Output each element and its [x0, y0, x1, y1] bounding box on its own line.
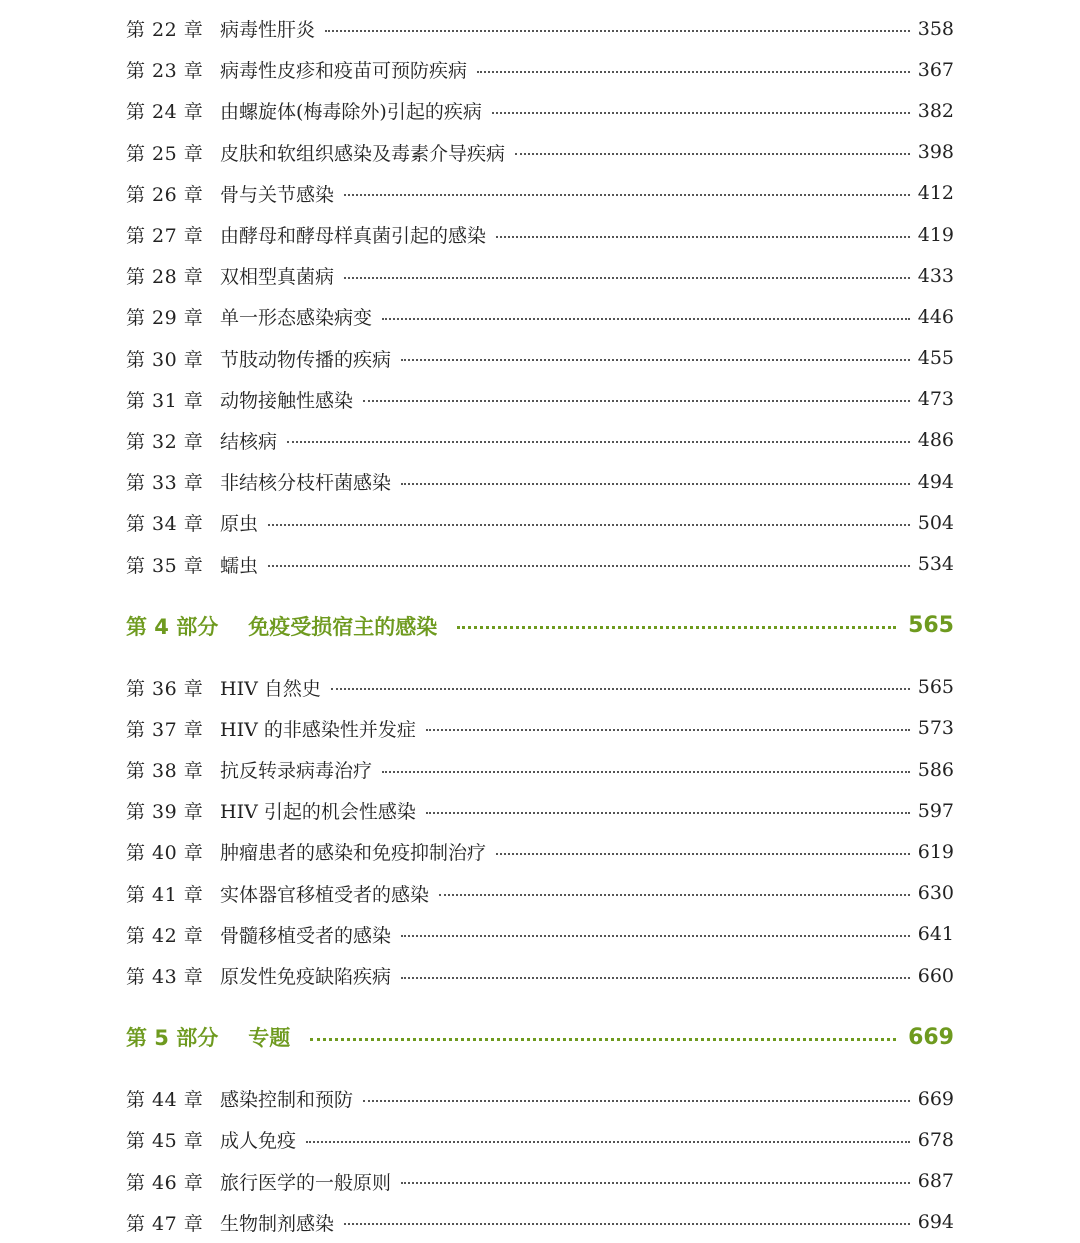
page-number: 641 — [917, 923, 954, 946]
chapter-title: 节肢动物传播的疾病 — [220, 348, 392, 371]
page-number: 586 — [917, 758, 954, 781]
dot-leader — [268, 565, 910, 567]
dot-leader — [382, 318, 910, 320]
chapter-number: 第 36 章 — [126, 677, 204, 700]
chapter-title: 旅行医学的一般原则 — [220, 1171, 392, 1194]
page-number: 504 — [917, 511, 954, 534]
page-number: 630 — [917, 882, 954, 905]
chapter-entry[interactable] — [126, 955, 954, 996]
chapter-number: 第 47 章 — [126, 1212, 204, 1235]
page-number: 455 — [917, 347, 954, 370]
chapter-title: 结核病 — [220, 430, 278, 453]
chapter-title: 病毒性皮疹和疫苗可预防疾病 — [220, 60, 468, 83]
chapter-entry[interactable] — [126, 173, 954, 214]
page-number: 669 — [908, 1024, 954, 1050]
page-number: 678 — [917, 1128, 954, 1151]
chapter-title: 单一形态感染病变 — [220, 307, 373, 330]
chapter-entry[interactable] — [126, 214, 954, 255]
chapter-number: 第 25 章 — [126, 142, 204, 165]
chapter-title: 原虫 — [220, 513, 259, 536]
chapter-number: 第 23 章 — [126, 60, 204, 83]
page-number: 486 — [917, 429, 954, 452]
page-number: 565 — [917, 676, 954, 699]
dot-leader — [287, 441, 910, 443]
chapter-entry[interactable] — [126, 379, 954, 420]
page-number: 412 — [917, 182, 954, 205]
page-number: 669 — [917, 1087, 954, 1110]
chapter-number: 第 24 章 — [126, 101, 204, 124]
chapter-entry[interactable] — [126, 1078, 954, 1119]
chapter-entry[interactable] — [126, 420, 954, 461]
chapter-title: 原发性免疫缺陷疾病 — [220, 966, 392, 989]
page-number: 473 — [917, 388, 954, 411]
chapter-number: 第 32 章 — [126, 430, 204, 453]
dot-leader — [310, 1038, 896, 1041]
chapter-entry[interactable] — [126, 49, 954, 90]
chapter-title: HIV 引起的机会性感染 — [220, 801, 416, 824]
chapter-entry[interactable] — [126, 461, 954, 502]
chapter-title: HIV 自然史 — [220, 677, 321, 700]
dot-leader — [268, 524, 910, 526]
page-number: 419 — [917, 223, 954, 246]
chapter-title: 感染控制和预防 — [220, 1089, 354, 1112]
chapter-number: 第 31 章 — [126, 389, 204, 412]
dot-leader — [401, 1182, 910, 1184]
dot-leader — [344, 277, 910, 279]
chapter-title: 骨与关节感染 — [220, 183, 335, 206]
dot-leader — [325, 30, 910, 32]
chapter-entry[interactable] — [126, 132, 954, 173]
chapter-title: 实体器官移植受者的感染 — [220, 883, 430, 906]
dot-leader — [426, 729, 910, 731]
chapter-number: 第 34 章 — [126, 513, 204, 536]
dot-leader — [401, 935, 910, 937]
chapter-entry[interactable] — [126, 8, 954, 49]
chapter-entry[interactable] — [126, 90, 954, 131]
chapter-number: 第 43 章 — [126, 966, 204, 989]
chapter-number: 第 44 章 — [126, 1089, 204, 1112]
chapter-entry[interactable] — [126, 708, 954, 749]
page-number: 687 — [917, 1170, 954, 1193]
page-number: 534 — [917, 553, 954, 576]
dot-leader — [382, 771, 910, 773]
chapter-number: 第 28 章 — [126, 266, 204, 289]
chapter-number: 第 22 章 — [126, 19, 204, 42]
chapter-entry[interactable] — [126, 1119, 954, 1160]
page-number: 433 — [917, 264, 954, 287]
part-number: 第 5 部分 — [126, 1026, 219, 1051]
chapter-title: 生物制剂感染 — [220, 1212, 335, 1235]
dot-leader — [477, 71, 910, 73]
dot-leader — [439, 894, 910, 896]
table-of-contents — [126, 8, 954, 1243]
chapter-title: 双相型真菌病 — [220, 266, 335, 289]
chapter-entry[interactable] — [126, 296, 954, 337]
chapter-title: 肿瘤患者的感染和免疫抑制治疗 — [220, 842, 487, 865]
chapter-entry[interactable] — [126, 831, 954, 872]
chapter-title: 皮肤和软组织感染及毒素介导疾病 — [220, 142, 506, 165]
chapter-number: 第 37 章 — [126, 718, 204, 741]
chapter-number: 第 46 章 — [126, 1171, 204, 1194]
chapter-number: 第 26 章 — [126, 183, 204, 206]
page-number: 398 — [917, 141, 954, 164]
chapter-title: 非结核分枝杆菌感染 — [220, 472, 392, 495]
chapter-title: 由酵母和酵母样真菌引起的感染 — [220, 225, 487, 248]
chapter-entry[interactable] — [126, 1161, 954, 1202]
chapter-number: 第 42 章 — [126, 924, 204, 947]
part-heading[interactable] — [126, 591, 954, 661]
dot-leader — [401, 483, 910, 485]
dot-leader — [306, 1141, 910, 1143]
chapter-title: 蠕虫 — [220, 554, 259, 577]
chapter-entry[interactable] — [126, 873, 954, 914]
chapter-entry[interactable] — [126, 667, 954, 708]
page-number: 694 — [917, 1211, 954, 1234]
page-number: 446 — [917, 305, 954, 328]
chapter-number: 第 40 章 — [126, 842, 204, 865]
dot-leader — [401, 977, 910, 979]
chapter-number: 第 30 章 — [126, 348, 204, 371]
page-number: 597 — [917, 799, 954, 822]
dot-leader — [344, 194, 910, 196]
chapter-number: 第 35 章 — [126, 554, 204, 577]
chapter-entry[interactable] — [126, 255, 954, 296]
dot-leader — [457, 626, 896, 629]
dot-leader — [496, 236, 910, 238]
part-heading[interactable] — [126, 1002, 954, 1072]
page-number: 367 — [917, 58, 954, 81]
page-number: 573 — [917, 717, 954, 740]
page-number: 494 — [917, 470, 954, 493]
page-number: 382 — [917, 99, 954, 122]
dot-leader — [496, 853, 910, 855]
part-title: 免疫受损宿主的感染 — [248, 614, 438, 639]
page-number: 358 — [917, 17, 954, 40]
dot-leader — [331, 688, 910, 690]
dot-leader — [515, 153, 910, 155]
chapter-title: 骨髓移植受者的感染 — [220, 924, 392, 947]
part-title: 专题 — [248, 1026, 291, 1051]
chapter-number: 第 29 章 — [126, 307, 204, 330]
chapter-number: 第 45 章 — [126, 1130, 204, 1153]
chapter-entry[interactable] — [126, 543, 954, 584]
dot-leader — [492, 112, 910, 114]
chapter-number: 第 27 章 — [126, 225, 204, 248]
chapter-title: 成人免疫 — [220, 1130, 297, 1153]
page-number: 565 — [908, 613, 954, 639]
chapter-title: 动物接触性感染 — [220, 389, 354, 412]
chapter-title: 由螺旋体(梅毒除外)引起的疾病 — [220, 101, 482, 124]
chapter-number: 第 38 章 — [126, 760, 204, 783]
chapter-entry[interactable] — [126, 790, 954, 831]
dot-leader — [344, 1223, 910, 1225]
chapter-title: HIV 的非感染性并发症 — [220, 718, 416, 741]
chapter-title: 抗反转录病毒治疗 — [220, 760, 373, 783]
chapter-entry[interactable] — [126, 338, 954, 379]
dot-leader — [363, 400, 910, 402]
page-number: 660 — [917, 964, 954, 987]
chapter-entry[interactable] — [126, 502, 954, 543]
chapter-entry[interactable] — [126, 749, 954, 790]
chapter-number: 第 39 章 — [126, 801, 204, 824]
chapter-number: 第 33 章 — [126, 472, 204, 495]
part-number: 第 4 部分 — [126, 614, 219, 639]
chapter-title: 病毒性肝炎 — [220, 19, 316, 42]
chapter-number: 第 41 章 — [126, 883, 204, 906]
page-number: 619 — [917, 840, 954, 863]
chapter-entry[interactable] — [126, 1202, 954, 1243]
dot-leader — [363, 1100, 910, 1102]
dot-leader — [426, 812, 910, 814]
chapter-entry[interactable] — [126, 914, 954, 955]
dot-leader — [401, 359, 910, 361]
